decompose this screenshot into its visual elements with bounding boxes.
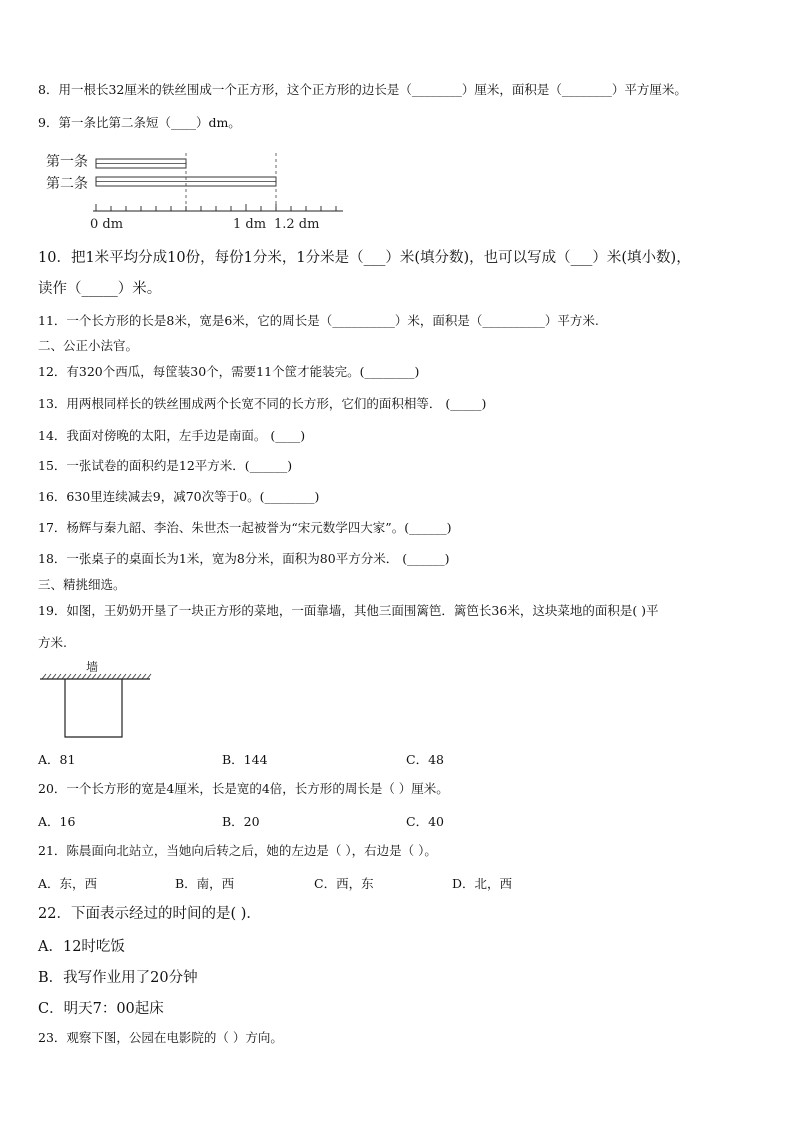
question-16: 16．630里连续减去9，减70次等于0。(________) [38, 489, 320, 504]
q19-wall-figure [38, 658, 158, 743]
q19-hatch-stroke [122, 674, 126, 679]
q19-wall-hatching [42, 674, 151, 679]
q19-hatch-stroke [97, 674, 101, 679]
question-9: 9．第一条比第二条短（____）dm。 [38, 115, 241, 130]
section-2-heading: 二、公正小法官。 [38, 338, 139, 353]
question-20: 20．一个长方形的宽是4厘米，长是宽的4倍，长方形的周长是（ ）厘米。 [38, 781, 449, 796]
q19-hatch-stroke [77, 674, 81, 679]
q21-option-c[interactable]: C．西，东 [314, 876, 374, 891]
q19-hatch-stroke [112, 674, 116, 679]
q9-tick-label-1-2: 1.2 dm [274, 217, 320, 232]
q19-hatch-stroke [52, 674, 56, 679]
q19-hatch-stroke [47, 674, 51, 679]
q22-option-a[interactable]: A．12时吃饭 [38, 939, 125, 955]
q20-option-a[interactable]: A．16 [38, 814, 76, 829]
question-14: 14．我面对傍晚的太阳，左手边是南面。 (____) [38, 428, 306, 443]
q19-hatch-stroke [92, 674, 96, 679]
question-13: 13．用两根同样长的铁丝围成两个长宽不同的长方形，它们的面积相等． (_____) [38, 396, 487, 411]
q19-option-b[interactable]: B．144 [222, 752, 268, 767]
question-10-line-2: 读作（_____）米。 [38, 281, 162, 297]
q19-hatch-stroke [87, 674, 91, 679]
section-3-heading: 三、精挑细选。 [38, 577, 126, 592]
question-23: 23．观察下图，公园在电影院的（ ）方向。 [38, 1030, 283, 1045]
q19-hatch-stroke [107, 674, 111, 679]
q20-option-b[interactable]: B．20 [222, 814, 260, 829]
q19-hatch-stroke [132, 674, 136, 679]
question-18: 18．一张桌子的桌面长为1米，宽为8分米，面积为80平方分米． (______) [38, 551, 450, 566]
q19-hatch-stroke [142, 674, 146, 679]
question-12: 12．有320个西瓜，每筐装30个，需要11个筐才能装完。(________) [38, 364, 420, 379]
q21-option-a[interactable]: A．东，西 [38, 876, 98, 891]
q22-option-c[interactable]: C．明天7：00起床 [38, 1001, 164, 1017]
question-8: 8．用一根长32厘米的铁丝围成一个正方形，这个正方形的边长是（________）厘米，面积是（________）平方厘米。 [38, 82, 687, 97]
q9-ruler-ticks [96, 204, 336, 211]
q19-hatch-stroke [117, 674, 121, 679]
q19-hatch-stroke [127, 674, 131, 679]
q9-tick-label-1: 1 dm [233, 217, 267, 232]
q21-option-d[interactable]: D．北，西 [452, 876, 513, 891]
q22-option-b[interactable]: B．我写作业用了20分钟 [38, 970, 198, 986]
q19-option-c[interactable]: C．48 [406, 752, 444, 767]
q19-hatch-stroke [72, 674, 76, 679]
q19-fence [65, 679, 122, 737]
question-11: 11．一个长方形的长是8米，宽是6米，它的周长是（__________）米，面积是（__________）平方米. [38, 313, 599, 328]
question-17: 17．杨辉与秦九韶、李治、朱世杰一起被誉为“宋元数学四大家”。(______) [38, 520, 452, 535]
q19-hatch-stroke [62, 674, 66, 679]
question-19-line-1: 19．如图，王奶奶开垦了一块正方形的菜地，一面靠墙，其他三面围篱笆．篱笆长36米，这块菜地的面积是( )平 [38, 603, 659, 618]
q21-option-b[interactable]: B．南，西 [175, 876, 235, 891]
q19-option-a[interactable]: A．81 [38, 752, 76, 767]
q19-hatch-stroke [67, 674, 71, 679]
q19-hatch-stroke [82, 674, 86, 679]
q19-hatch-stroke [147, 674, 151, 679]
q9-line-figure [38, 148, 358, 233]
question-15: 15．一张试卷的面积约是12平方米．(______) [38, 458, 293, 473]
q19-hatch-stroke [137, 674, 141, 679]
question-22: 22．下面表示经过的时间的是( )． [38, 906, 261, 922]
q19-hatch-stroke [57, 674, 61, 679]
question-21: 21．陈晨面向北站立，当她向后转之后，她的左边是（ ），右边是（ ）。 [38, 843, 437, 858]
q9-label-second: 第二条 [46, 176, 88, 192]
q19-wall-label: 墙 [86, 660, 99, 674]
question-10-line-1: 10．把1米平均分成10份，每份1分米，1分米是（___）米(填分数)，也可以写成（___）米(填小数)， [38, 250, 691, 266]
q19-hatch-stroke [102, 674, 106, 679]
q20-option-c[interactable]: C．40 [406, 814, 444, 829]
q9-tick-label-0: 0 dm [90, 217, 124, 232]
q9-label-first: 第一条 [46, 154, 88, 170]
q19-hatch-stroke [42, 674, 46, 679]
question-19-line-2: 方米. [38, 635, 67, 650]
